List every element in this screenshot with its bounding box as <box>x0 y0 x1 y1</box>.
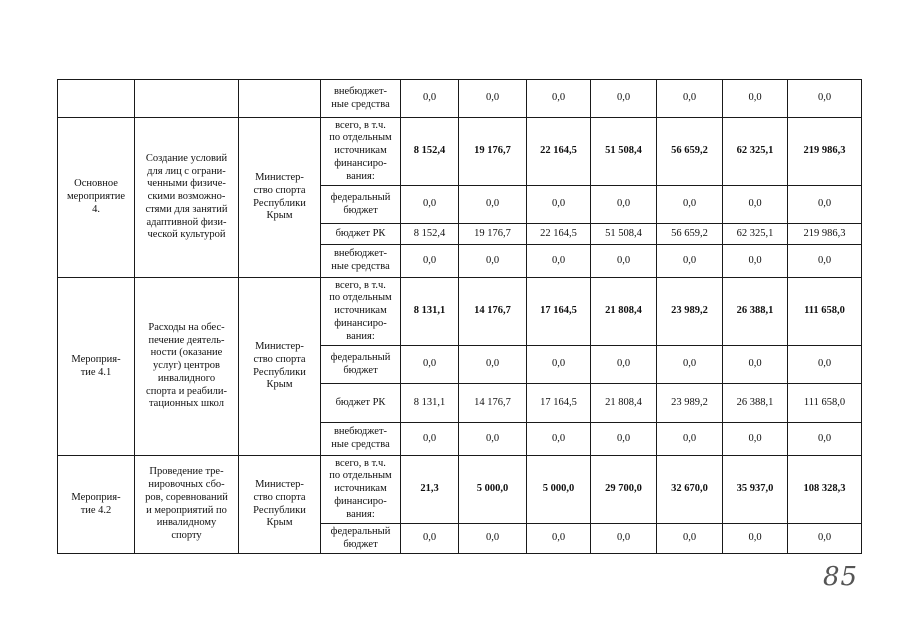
value-cell: 0,0 <box>459 186 527 224</box>
budget-table <box>57 79 862 554</box>
value-cell: 0,0 <box>788 524 862 554</box>
value-cell: 21,3 <box>401 456 459 524</box>
value-cell: 62 325,1 <box>723 118 788 186</box>
value-cell: 5 000,0 <box>527 456 591 524</box>
row-executor <box>239 80 321 118</box>
value-cell: 29 700,0 <box>591 456 657 524</box>
value-cell: 0,0 <box>788 245 862 278</box>
value-cell: 35 937,0 <box>723 456 788 524</box>
value-cell: 23 989,2 <box>657 278 723 346</box>
row-name: Расходы на обес- печение деятель- ности (оказание услуг) центров инвалидного спорта и реабили- тационных школ <box>135 278 239 456</box>
table-row <box>58 80 862 118</box>
row-executor: Министер- ство спорта Республики Крым <box>239 118 321 278</box>
funding-source: бюджет РК <box>321 224 401 245</box>
value-cell: 0,0 <box>401 346 459 384</box>
page-number: 85 <box>823 562 859 592</box>
funding-source: всего, в т.ч. по отдельным источникам финансиро- вания: <box>321 456 401 524</box>
value-cell: 0,0 <box>657 423 723 456</box>
row-executor: Министер- ство спорта Республики Крым <box>239 278 321 456</box>
value-cell: 8 131,1 <box>401 384 459 423</box>
value-cell: 0,0 <box>401 80 459 118</box>
value-cell: 0,0 <box>527 423 591 456</box>
row-code: Мероприя- тие 4.2 <box>58 456 135 554</box>
row-code: Основное мероприятие 4. <box>58 118 135 278</box>
value-cell: 0,0 <box>401 524 459 554</box>
value-cell: 21 808,4 <box>591 278 657 346</box>
value-cell: 0,0 <box>657 346 723 384</box>
value-cell: 32 670,0 <box>657 456 723 524</box>
value-cell: 51 508,4 <box>591 224 657 245</box>
value-cell: 0,0 <box>788 423 862 456</box>
row-code <box>58 80 135 118</box>
table-row <box>58 456 862 524</box>
value-cell: 0,0 <box>591 346 657 384</box>
row-name: Проведение тре- нировочных сбо- ров, соревнований и мероприятий по инвалидному спорту <box>135 456 239 554</box>
value-cell: 26 388,1 <box>723 278 788 346</box>
funding-source: федеральный бюджет <box>321 346 401 384</box>
value-cell: 111 658,0 <box>788 278 862 346</box>
value-cell: 19 176,7 <box>459 224 527 245</box>
funding-source: внебюджет- ные средства <box>321 80 401 118</box>
value-cell: 0,0 <box>657 245 723 278</box>
value-cell: 0,0 <box>591 186 657 224</box>
value-cell: 0,0 <box>723 423 788 456</box>
funding-source: бюджет РК <box>321 384 401 423</box>
value-cell: 0,0 <box>401 245 459 278</box>
value-cell: 14 176,7 <box>459 278 527 346</box>
value-cell: 8 152,4 <box>401 118 459 186</box>
value-cell: 22 164,5 <box>527 224 591 245</box>
value-cell: 0,0 <box>459 346 527 384</box>
funding-source: внебюджет- ные средства <box>321 245 401 278</box>
value-cell: 8 131,1 <box>401 278 459 346</box>
value-cell: 21 808,4 <box>591 384 657 423</box>
value-cell: 8 152,4 <box>401 224 459 245</box>
value-cell: 0,0 <box>591 524 657 554</box>
value-cell: 0,0 <box>591 80 657 118</box>
value-cell: 51 508,4 <box>591 118 657 186</box>
value-cell: 0,0 <box>788 346 862 384</box>
value-cell: 219 986,3 <box>788 224 862 245</box>
value-cell: 62 325,1 <box>723 224 788 245</box>
value-cell: 111 658,0 <box>788 384 862 423</box>
funding-source: всего, в т.ч. по отдельным источникам финансиро- вания: <box>321 278 401 346</box>
table-row <box>58 278 862 346</box>
row-executor: Министер- ство спорта Республики Крым <box>239 456 321 554</box>
value-cell: 0,0 <box>401 186 459 224</box>
row-code: Мероприя- тие 4.1 <box>58 278 135 456</box>
row-name <box>135 80 239 118</box>
value-cell: 0,0 <box>591 423 657 456</box>
value-cell: 0,0 <box>788 80 862 118</box>
value-cell: 56 659,2 <box>657 118 723 186</box>
value-cell: 0,0 <box>723 524 788 554</box>
funding-source: федеральный бюджет <box>321 186 401 224</box>
value-cell: 219 986,3 <box>788 118 862 186</box>
funding-source: внебюджет- ные средства <box>321 423 401 456</box>
value-cell: 0,0 <box>459 423 527 456</box>
value-cell: 0,0 <box>657 80 723 118</box>
value-cell: 0,0 <box>459 245 527 278</box>
value-cell: 14 176,7 <box>459 384 527 423</box>
funding-source: всего, в т.ч. по отдельным источникам финансиро- вания: <box>321 118 401 186</box>
value-cell: 5 000,0 <box>459 456 527 524</box>
value-cell: 0,0 <box>788 186 862 224</box>
value-cell: 0,0 <box>527 186 591 224</box>
value-cell: 0,0 <box>459 524 527 554</box>
value-cell: 0,0 <box>591 245 657 278</box>
value-cell: 0,0 <box>723 346 788 384</box>
value-cell: 0,0 <box>723 245 788 278</box>
value-cell: 0,0 <box>657 186 723 224</box>
value-cell: 0,0 <box>527 524 591 554</box>
value-cell: 17 164,5 <box>527 278 591 346</box>
value-cell: 108 328,3 <box>788 456 862 524</box>
value-cell: 0,0 <box>723 80 788 118</box>
value-cell: 22 164,5 <box>527 118 591 186</box>
value-cell: 17 164,5 <box>527 384 591 423</box>
value-cell: 23 989,2 <box>657 384 723 423</box>
value-cell: 56 659,2 <box>657 224 723 245</box>
value-cell: 0,0 <box>723 186 788 224</box>
value-cell: 19 176,7 <box>459 118 527 186</box>
funding-source: федеральный бюджет <box>321 524 401 554</box>
value-cell: 0,0 <box>527 346 591 384</box>
value-cell: 26 388,1 <box>723 384 788 423</box>
value-cell: 0,0 <box>657 524 723 554</box>
row-name: Создание условий для лиц с ограни- ченными физиче- скими возможно- стями для занятий адаптивной физи- ческой культурой <box>135 118 239 278</box>
table-row <box>58 118 862 186</box>
table-body <box>58 80 862 554</box>
value-cell: 0,0 <box>527 245 591 278</box>
value-cell: 0,0 <box>459 80 527 118</box>
value-cell: 0,0 <box>527 80 591 118</box>
value-cell: 0,0 <box>401 423 459 456</box>
